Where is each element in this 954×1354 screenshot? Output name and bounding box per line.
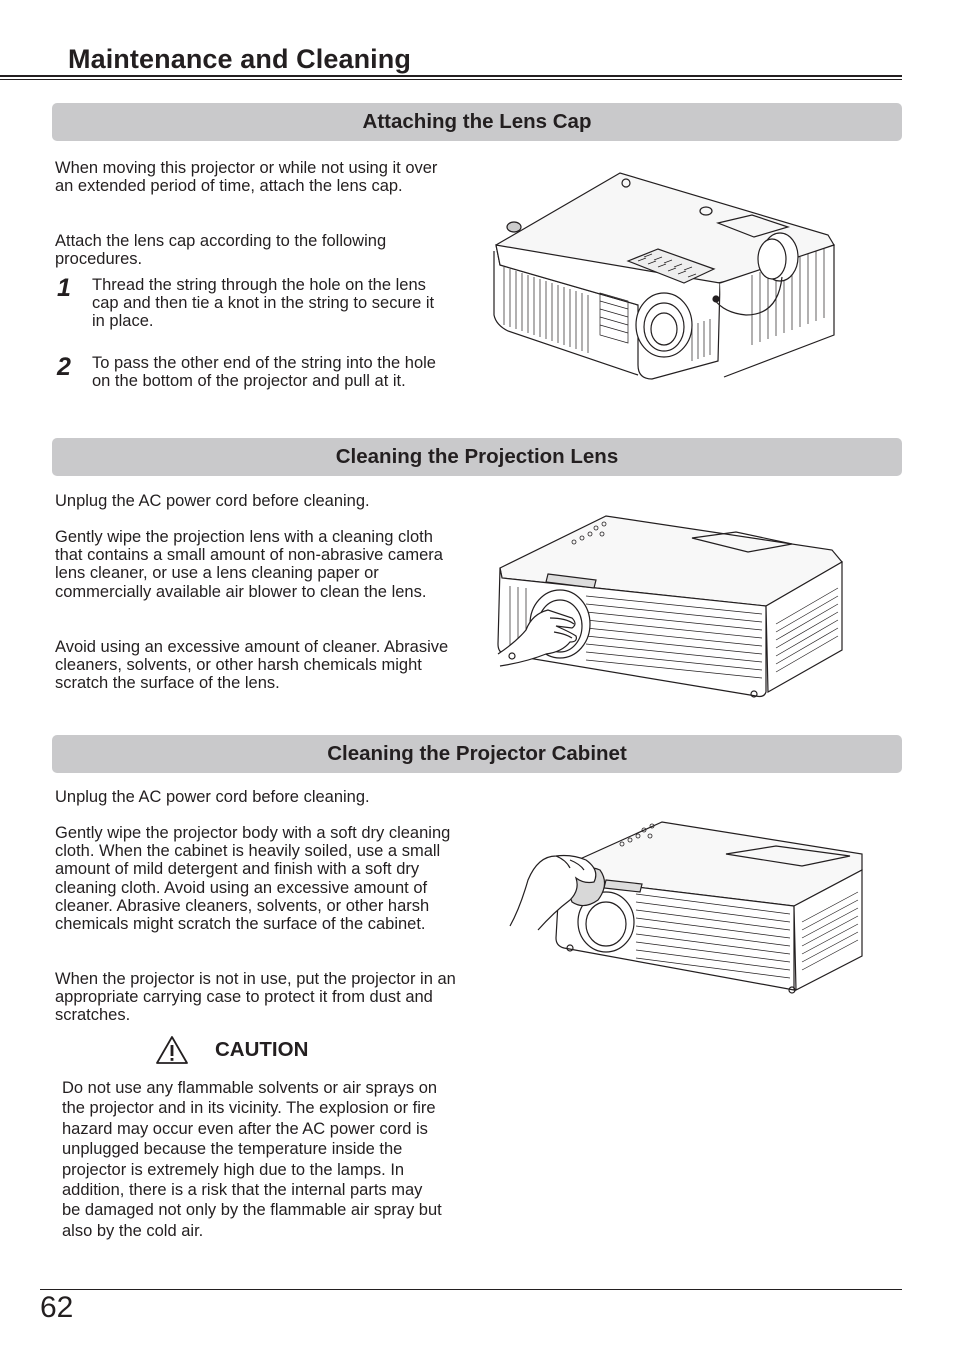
step-text-2: To pass the other end of the string into the hole on the bottom of the projector and pull at it. bbox=[92, 354, 436, 391]
lens-unplug-text: Unplug the AC power cord before cleaning. bbox=[55, 492, 370, 510]
title-rule-thin bbox=[0, 79, 902, 80]
section-heading-projector-cabinet: Cleaning the Projector Cabinet bbox=[52, 735, 902, 773]
cabinet-wipe-text: Gently wipe the projector body with a soft dry cleaning cloth. When the cabinet is heavily soiled, use a small amount of mild detergent and finish with a soft dry cleaning cloth. Avoid using an excessive amount of cleaner. Abrasive cleaners, solvents, or other harsh chemicals might scratch the surface of the cabinet. bbox=[55, 824, 451, 934]
projector-lens-cap-illustration bbox=[488, 165, 838, 387]
lens-wipe-text: Gently wipe the projection lens with a cleaning cloth that contains a small amount of non-abrasive camera lens cleaner, or use a lens cleaning paper or commercially available air blower to clean the lens. bbox=[55, 528, 443, 601]
caution-label: CAUTION bbox=[215, 1038, 309, 1061]
step-number-2: 2 bbox=[57, 353, 71, 381]
section-heading-projection-lens: Cleaning the Projection Lens bbox=[52, 438, 902, 476]
lens-cap-intro: When moving this projector or while not using it over an extended period of time, attach the lens cap. bbox=[55, 159, 438, 196]
lens-cap-procedure-intro: Attach the lens cap according to the following procedures. bbox=[55, 232, 387, 269]
warning-triangle-icon bbox=[155, 1035, 189, 1065]
cabinet-cleaning-illustration bbox=[510, 820, 862, 996]
title-rule bbox=[0, 75, 902, 77]
cabinet-unplug-text: Unplug the AC power cord before cleaning. bbox=[55, 788, 370, 806]
section-heading-lens-cap: Attaching the Lens Cap bbox=[52, 103, 902, 141]
step-number-1: 1 bbox=[57, 274, 71, 302]
step-text-1: Thread the string through the hole on the lens cap and then tie a knot in the string to secure it in place. bbox=[92, 276, 435, 331]
caution-text: Do not use any flammable solvents or air sprays on the projector and in its vicinity. The explosion or fire hazard may occur even after the AC power cord is unplugged because the temperature inside the projector is extremely high due to the lamps. In addition, there is a risk that the internal parts may be damaged not only by the flammable air spray but also by the cold air. bbox=[62, 1079, 442, 1240]
lens-avoid-text: Avoid using an excessive amount of cleaner. Abrasive cleaners, solvents, or other harsh chemicals might scratch the surface of the lens. bbox=[55, 638, 449, 693]
page-number: 62 bbox=[40, 1291, 74, 1324]
cabinet-storage-text: When the projector is not in use, put the projector in an appropriate carrying case to protect it from dust and scratches. bbox=[55, 970, 456, 1025]
page-title: Maintenance and Cleaning bbox=[68, 44, 411, 74]
lens-cleaning-illustration bbox=[496, 514, 846, 702]
caution-header bbox=[155, 1035, 308, 1065]
footer-rule bbox=[40, 1289, 902, 1290]
